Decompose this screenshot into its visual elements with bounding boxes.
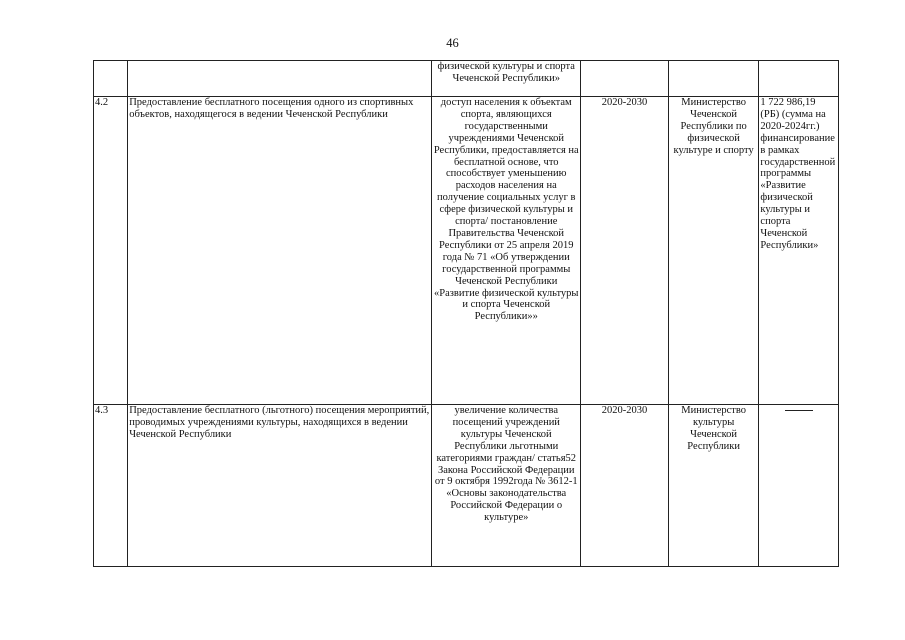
financing-cell: 1 722 986,19 (РБ) (сумма на 2020-2024гг.) финансирование в рамках государственной программы «Развитие физической культуры и спорта Чеченской Республики»: [759, 97, 839, 405]
table-row: [94, 97, 839, 405]
empty-dash: [785, 410, 813, 411]
measure-name-cell: Предоставление бесплатного посещения одного из спортивных объектов, находящегося в ведении Чеченской Республики: [128, 97, 432, 405]
financing-cell: [759, 61, 839, 97]
executor-cell: Министерство культуры Чеченской Республики: [668, 405, 759, 567]
measure-name-cell: [128, 61, 432, 97]
row-number-cell: 4.2: [94, 97, 128, 405]
period-cell: 2020-2030: [581, 97, 669, 405]
measure-name-cell: Предоставление бесплатного (льготного) посещения мероприятий, проводимых учреждениями культуры, находящихся в ведении Чеченской Республики: [128, 405, 432, 567]
description-cell: увеличение количества посещений учреждений культуры Чеченской Республики льготными категориями граждан/ статья52 Закона Российской Федерации от 9 октября 1992года № 3612-1 «Основы законодательства Российской Федерации о культуре»: [432, 405, 581, 567]
financing-cell: [759, 405, 839, 567]
page-number: 46: [446, 36, 459, 50]
executor-cell: Министерство Чеченской Республики по физической культуре и спорту: [668, 97, 759, 405]
table-row: [94, 61, 839, 97]
description-cell: физической культуры и спорта Чеченской Республики»: [432, 61, 581, 97]
period-cell: [581, 61, 669, 97]
row-number-cell: 4.3: [94, 405, 128, 567]
executor-cell: [668, 61, 759, 97]
row-number-cell: [94, 61, 128, 97]
measures-table: [93, 60, 839, 567]
period-cell: 2020-2030: [581, 405, 669, 567]
description-cell: доступ населения к объектам спорта, являющихся государственными учреждениями Чеченской Республики, предоставляется на бесплатной основе, что способствует уменьшению расходов населения на получение социальных услуг в сфере физической культуры и спорта/ постановление Правительства Чеченской Республики от 25 апреля 2019 года № 71 «Об утверждении государственной программы Чеченской Республики «Развитие физической культуры и спорта Чеченской Республики»»: [432, 97, 581, 405]
table-row: [94, 405, 839, 567]
